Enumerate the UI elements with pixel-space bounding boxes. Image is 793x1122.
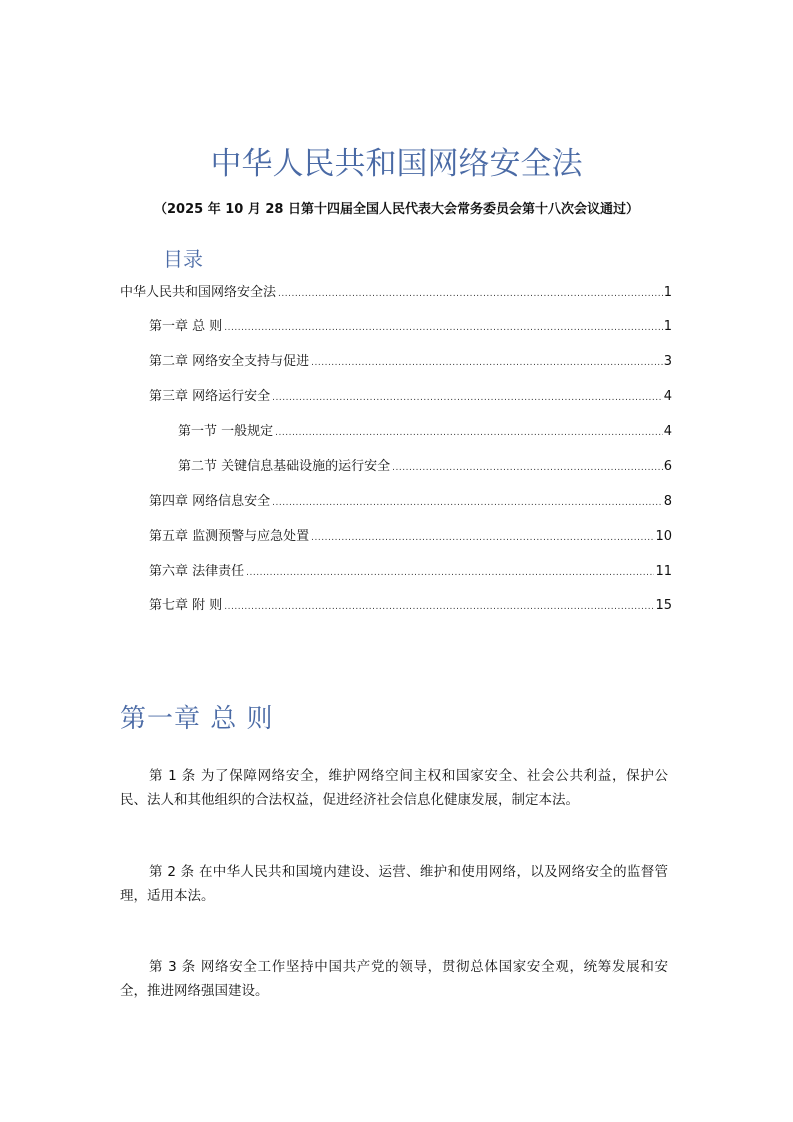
toc-entry[interactable] (120, 420, 672, 440)
toc-dot-leader (224, 602, 654, 612)
document-subtitle: （2025 年 10 月 28 日第十四届全国人民代表大会常务委员会第十八次会议通过） (154, 202, 639, 217)
toc-entry[interactable] (120, 315, 672, 335)
article-1 (120, 764, 668, 812)
article-text: 为了保障网络安全，维护网络空间主权和国家安全、社会公共利益，保护公民、法人和其他组织的合法权益，促进经济社会信息化健康发展，制定本法。 (120, 768, 669, 808)
toc-entry[interactable] (120, 560, 672, 580)
toc-dot-leader (272, 498, 663, 508)
article-3 (120, 955, 668, 1003)
toc-entry-label[interactable]: 第二章 网络安全支持与促进 (149, 354, 310, 369)
toc-entry[interactable] (120, 594, 672, 614)
toc-entry-label[interactable]: 第三章 网络运行安全 (149, 389, 271, 404)
toc-dot-leader (311, 358, 663, 368)
toc-entry-label[interactable]: 第一章 总 则 (149, 319, 223, 334)
toc-entry-page[interactable]: 15 (655, 598, 672, 613)
toc-dot-leader (246, 568, 654, 578)
toc-dot-leader (275, 428, 663, 438)
article-2 (120, 860, 668, 908)
article-text: 网络安全工作坚持中国共产党的领导，贯彻总体国家安全观，统筹发展和安全，推进网络强国建设。 (120, 959, 669, 999)
document-title: 中华人民共和国网络安全法 (210, 146, 583, 182)
toc-entry-label[interactable]: 第二节 关键信息基础设施的运行安全 (178, 459, 391, 474)
toc-entry-page[interactable]: 1 (663, 285, 672, 300)
toc-entry[interactable] (120, 281, 672, 301)
toc-entry[interactable] (120, 525, 672, 545)
toc-entry[interactable] (120, 455, 672, 475)
toc-entry-page[interactable]: 11 (655, 564, 672, 579)
toc-entry-label[interactable]: 第六章 法律责任 (149, 564, 245, 579)
toc-entry[interactable] (120, 490, 672, 510)
chapter-heading: 第一章 总 则 (120, 704, 274, 734)
toc-entry-label[interactable]: 第一节 一般规定 (178, 424, 274, 439)
toc-entry-label[interactable]: 第七章 附 则 (149, 598, 223, 613)
toc-entry-page[interactable]: 8 (663, 494, 672, 509)
toc-dot-leader (392, 463, 663, 473)
article-number: 第 1 条 (149, 768, 196, 784)
toc-dot-leader (311, 533, 654, 543)
toc-heading: 目录 (163, 247, 203, 271)
toc-dot-leader (278, 289, 663, 299)
toc-dot-leader (224, 323, 662, 333)
toc-entry-page[interactable]: 10 (655, 529, 672, 544)
toc-entry[interactable] (120, 350, 672, 370)
article-number: 第 3 条 (149, 959, 196, 975)
toc-entry[interactable] (120, 385, 672, 405)
toc-dot-leader (272, 393, 663, 403)
toc-entry-label[interactable]: 中华人民共和国网络安全法 (120, 285, 277, 300)
article-text: 在中华人民共和国境内建设、运营、维护和使用网络，以及网络安全的监督管理，适用本法。 (120, 864, 669, 904)
toc-entry-label[interactable]: 第四章 网络信息安全 (149, 494, 271, 509)
toc-entry-page[interactable]: 6 (663, 459, 672, 474)
toc-entry-page[interactable]: 3 (663, 354, 672, 369)
toc-entry-page[interactable]: 1 (663, 319, 672, 334)
toc-entry-page[interactable]: 4 (663, 389, 672, 404)
article-number: 第 2 条 (149, 864, 195, 880)
toc-entry-label[interactable]: 第五章 监测预警与应急处置 (149, 529, 310, 544)
toc-entry-page[interactable]: 4 (663, 424, 672, 439)
